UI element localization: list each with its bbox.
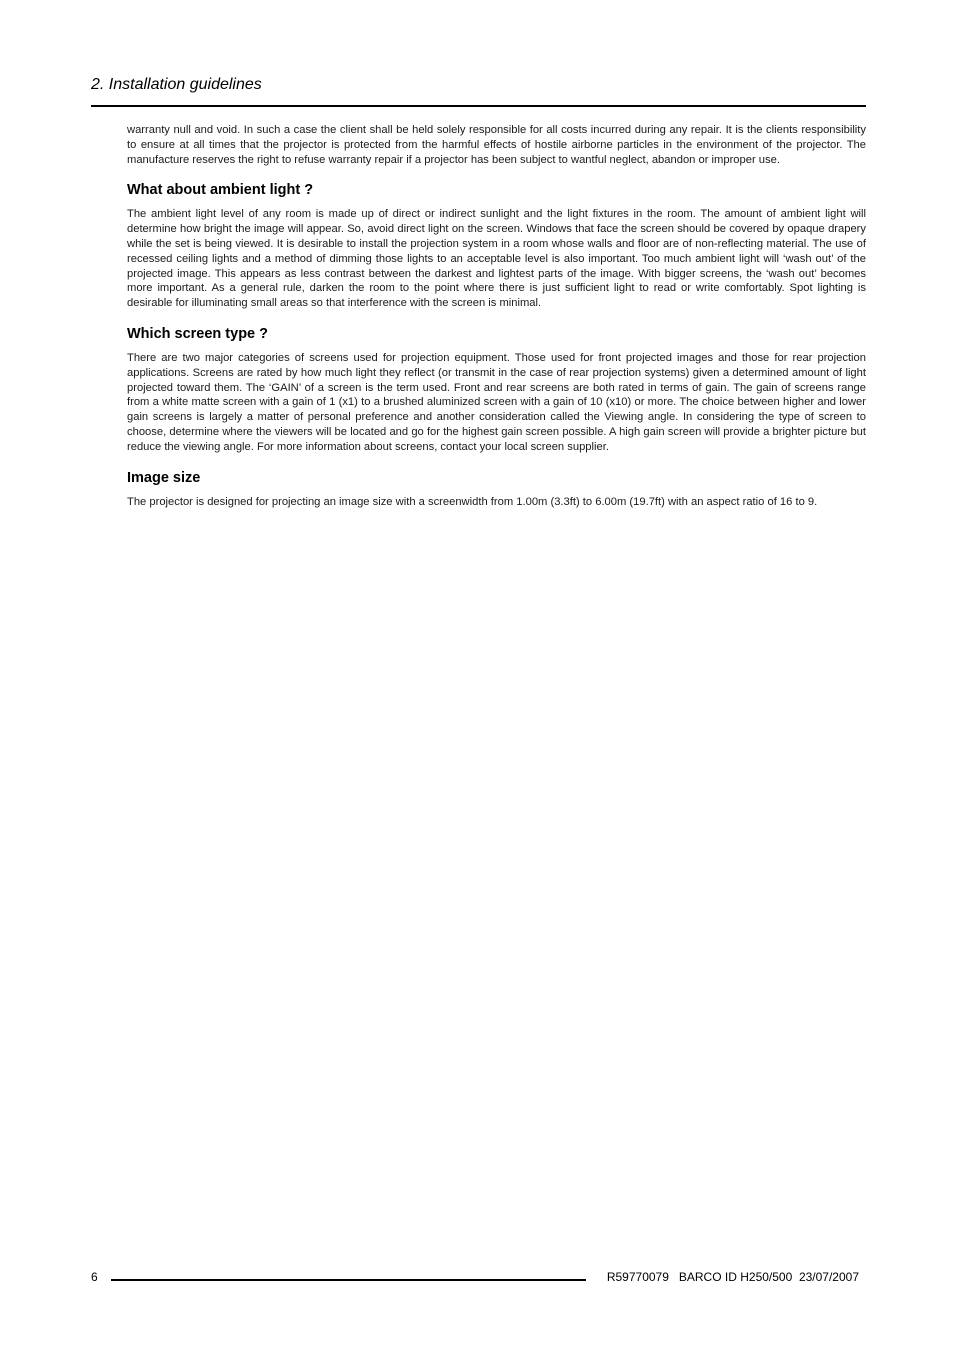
page-footer	[91, 1269, 866, 1285]
intro-paragraph: warranty null and void. In such a case the client shall be held solely responsible for all costs incurred during any repair. It is the clients responsibility to ensure at all times that the projector is protected from the harmful effects of hostile airborne particles in the environment of the projector. The manufacture reserves the right to refuse warranty repair if a projector has been subject to wantful neglect, abandon or improper use.	[127, 124, 866, 166]
chapter-title: 2. Installation guidelines	[91, 76, 262, 93]
section-screen-type	[127, 325, 866, 455]
section-paragraph: There are two major categories of screens used for projection equipment. Those used for front projected images and those for rear projection applications. Screens are rated by how much light they reflect (or transmit in the case of rear projection systems) given a determined amount of light projected toward them. The ‘GAIN’ of a screen is the term used. Front and rear screens are both rated in terms of gain. The gain of screens range from a white matte screen with a gain of 1 (x1) to a brushed aluminized screen with a gain of 10 (x10) or more. The choice between higher and lower gain screens is largely a matter of personal preference and another consideration called the Viewing angle. In considering the type of screen to choose, determine where the viewers will be located and go for the highest gain screen possible. A high gain screen will provide a brighter picture but reduce the viewing angle. For more information about screens, contact your local screen supplier.	[127, 351, 866, 453]
section-paragraph: The projector is designed for projecting an image size with a screenwidth from 1.00m (3.3ft) to 6.00m (19.7ft) with an aspect ratio of 16 to 9.	[127, 495, 818, 508]
footer-divider	[111, 1279, 586, 1281]
section-heading: Which screen type ?	[127, 325, 269, 342]
page-header	[91, 75, 866, 107]
section-image-size	[127, 469, 866, 510]
section-ambient-light	[127, 181, 866, 311]
section-heading: Image size	[127, 469, 201, 486]
page-number: 6	[91, 1270, 98, 1284]
main-content	[127, 123, 866, 509]
section-paragraph: The ambient light level of any room is made up of direct or indirect sunlight and the light fixtures in the room. The amount of ambient light will determine how bright the image will appear. So, avoid direct light on the screen. Windows that face the screen should be covered by opaque drapery while the set is being viewed. It is desirable to install the projection system in a room whose walls and floor are of non-reflecting material. The use of recessed ceiling lights and a method of dimming those lights to an acceptable level is also important. Too much ambient light will ‘wash out’ of the projected image. This appears as less contrast between the darkest and lightest parts of the image. With bigger screens, the ‘wash out’ becomes more important. As a general rule, darken the room to the point where there is just sufficient light to read or write comfortably. Spot lighting is desirable for illuminating small areas so that interference with the screen is minimal.	[127, 208, 866, 310]
document-reference: R59770079 BARCO ID H250/500 23/07/2007	[606, 1270, 859, 1284]
section-heading: What about ambient light ?	[127, 182, 314, 199]
